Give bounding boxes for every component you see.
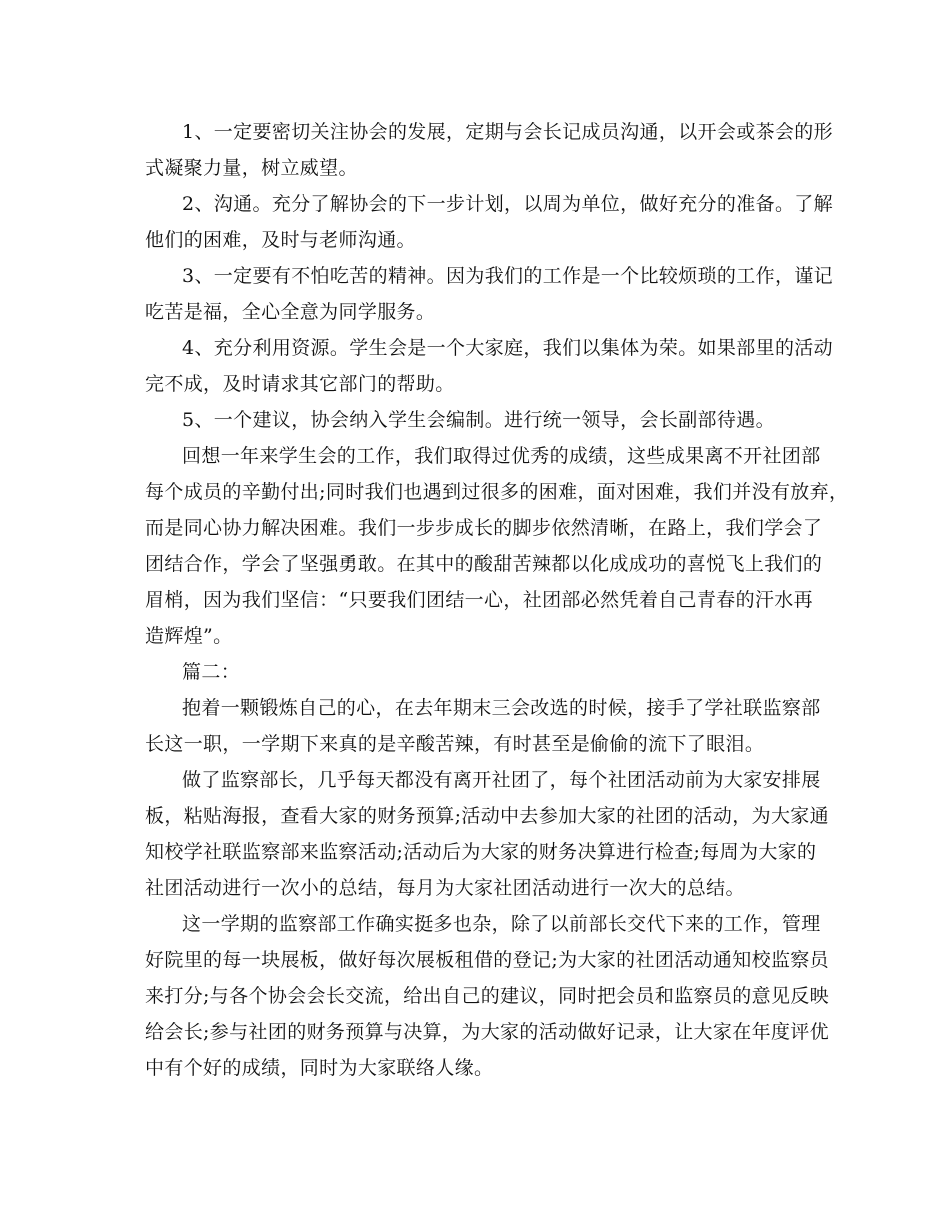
paragraph-line: 每个成员的辛勤付出;同时我们也遇到过很多的困难，面对困难，我们并没有放弃， bbox=[145, 481, 849, 503]
paragraph-line: 造辉煌”。 bbox=[145, 625, 233, 647]
paragraph-line: 抱着一颗锻炼自己的心，在去年期末三会改选的时候，接手了学社联监察部 bbox=[182, 697, 821, 719]
paragraph-line: 他们的困难，及时与老师沟通。 bbox=[145, 229, 416, 251]
paragraph-line: 长这一职，一学期下来真的是辛酸苦辣，有时甚至是偷偷的流下了眼泪。 bbox=[145, 733, 765, 755]
paragraph-line: 给会长;参与社团的财务预算与决算，为大家的活动做好记录，让大家在年度评优 bbox=[145, 1021, 830, 1043]
paragraph-line: 社团活动进行一次小的总结，每月为大家社团活动进行一次大的总结。 bbox=[145, 877, 745, 899]
paragraph-line: 团结合作，学会了坚强勇敢。在其中的酸甜苦辣都以化成成功的喜悦飞上我们的 bbox=[145, 553, 823, 575]
paragraph-line: 3、一定要有不怕吃苦的精神。因为我们的工作是一个比较烦琐的工作，谨记 bbox=[182, 265, 833, 287]
paragraph-line: 5、一个建议，协会纳入学生会编制。进行统一领导，会长副部待遇。 bbox=[182, 409, 775, 431]
paragraph-line: 式凝聚力量，树立威望。 bbox=[145, 157, 358, 179]
paragraph-line: 中有个好的成绩，同时为大家联络人缘。 bbox=[145, 1057, 494, 1079]
paragraph-line: 完不成，及时请求其它部门的帮助。 bbox=[145, 373, 455, 395]
paragraph-line: 知校学社联监察部来监察活动;活动后为大家的财务决算进行检查;每周为大家的 bbox=[145, 841, 817, 863]
paragraph-line: 4、充分利用资源。学生会是一个大家庭，我们以集体为荣。如果部里的活动 bbox=[182, 337, 833, 359]
paragraph-line: 而是同心协力解决困难。我们一步步成长的脚步依然清晰，在路上，我们学会了 bbox=[145, 517, 823, 539]
paragraph-line: 眉梢，因为我们坚信：“只要我们团结一心，社团部必然凭着自己青春的汗水再 bbox=[145, 589, 813, 611]
paragraph-line: 这一学期的监察部工作确实挺多也杂，除了以前部长交代下来的工作，管理 bbox=[182, 913, 821, 935]
paragraph-line: 板，粘贴海报，查看大家的财务预算;活动中去参加大家的社团的活动，为大家通 bbox=[145, 805, 830, 827]
paragraph-line: 回想一年来学生会的工作，我们取得过优秀的成绩，这些成果离不开社团部 bbox=[182, 445, 821, 467]
paragraph-line: 做了监察部长，几乎每天都没有离开社团了，每个社团活动前为大家安排展 bbox=[182, 769, 821, 791]
paragraph-line: 好院里的每一块展板，做好每次展板租借的登记;为大家的社团活动通知校监察员 bbox=[145, 949, 830, 971]
paragraph-line: 1、一定要密切关注协会的发展，定期与会长记成员沟通，以开会或茶会的形 bbox=[182, 121, 833, 143]
paragraph-line: 来打分;与各个协会会长交流，给出自己的建议，同时把会员和监察员的意见反映 bbox=[145, 985, 830, 1007]
section-heading: 篇二： bbox=[182, 661, 241, 683]
paragraph-line: 2、沟通。充分了解协会的下一步计划，以周为单位，做好充分的准备。了解 bbox=[182, 193, 833, 215]
paragraph-line: 吃苦是福，全心全意为同学服务。 bbox=[145, 301, 436, 323]
